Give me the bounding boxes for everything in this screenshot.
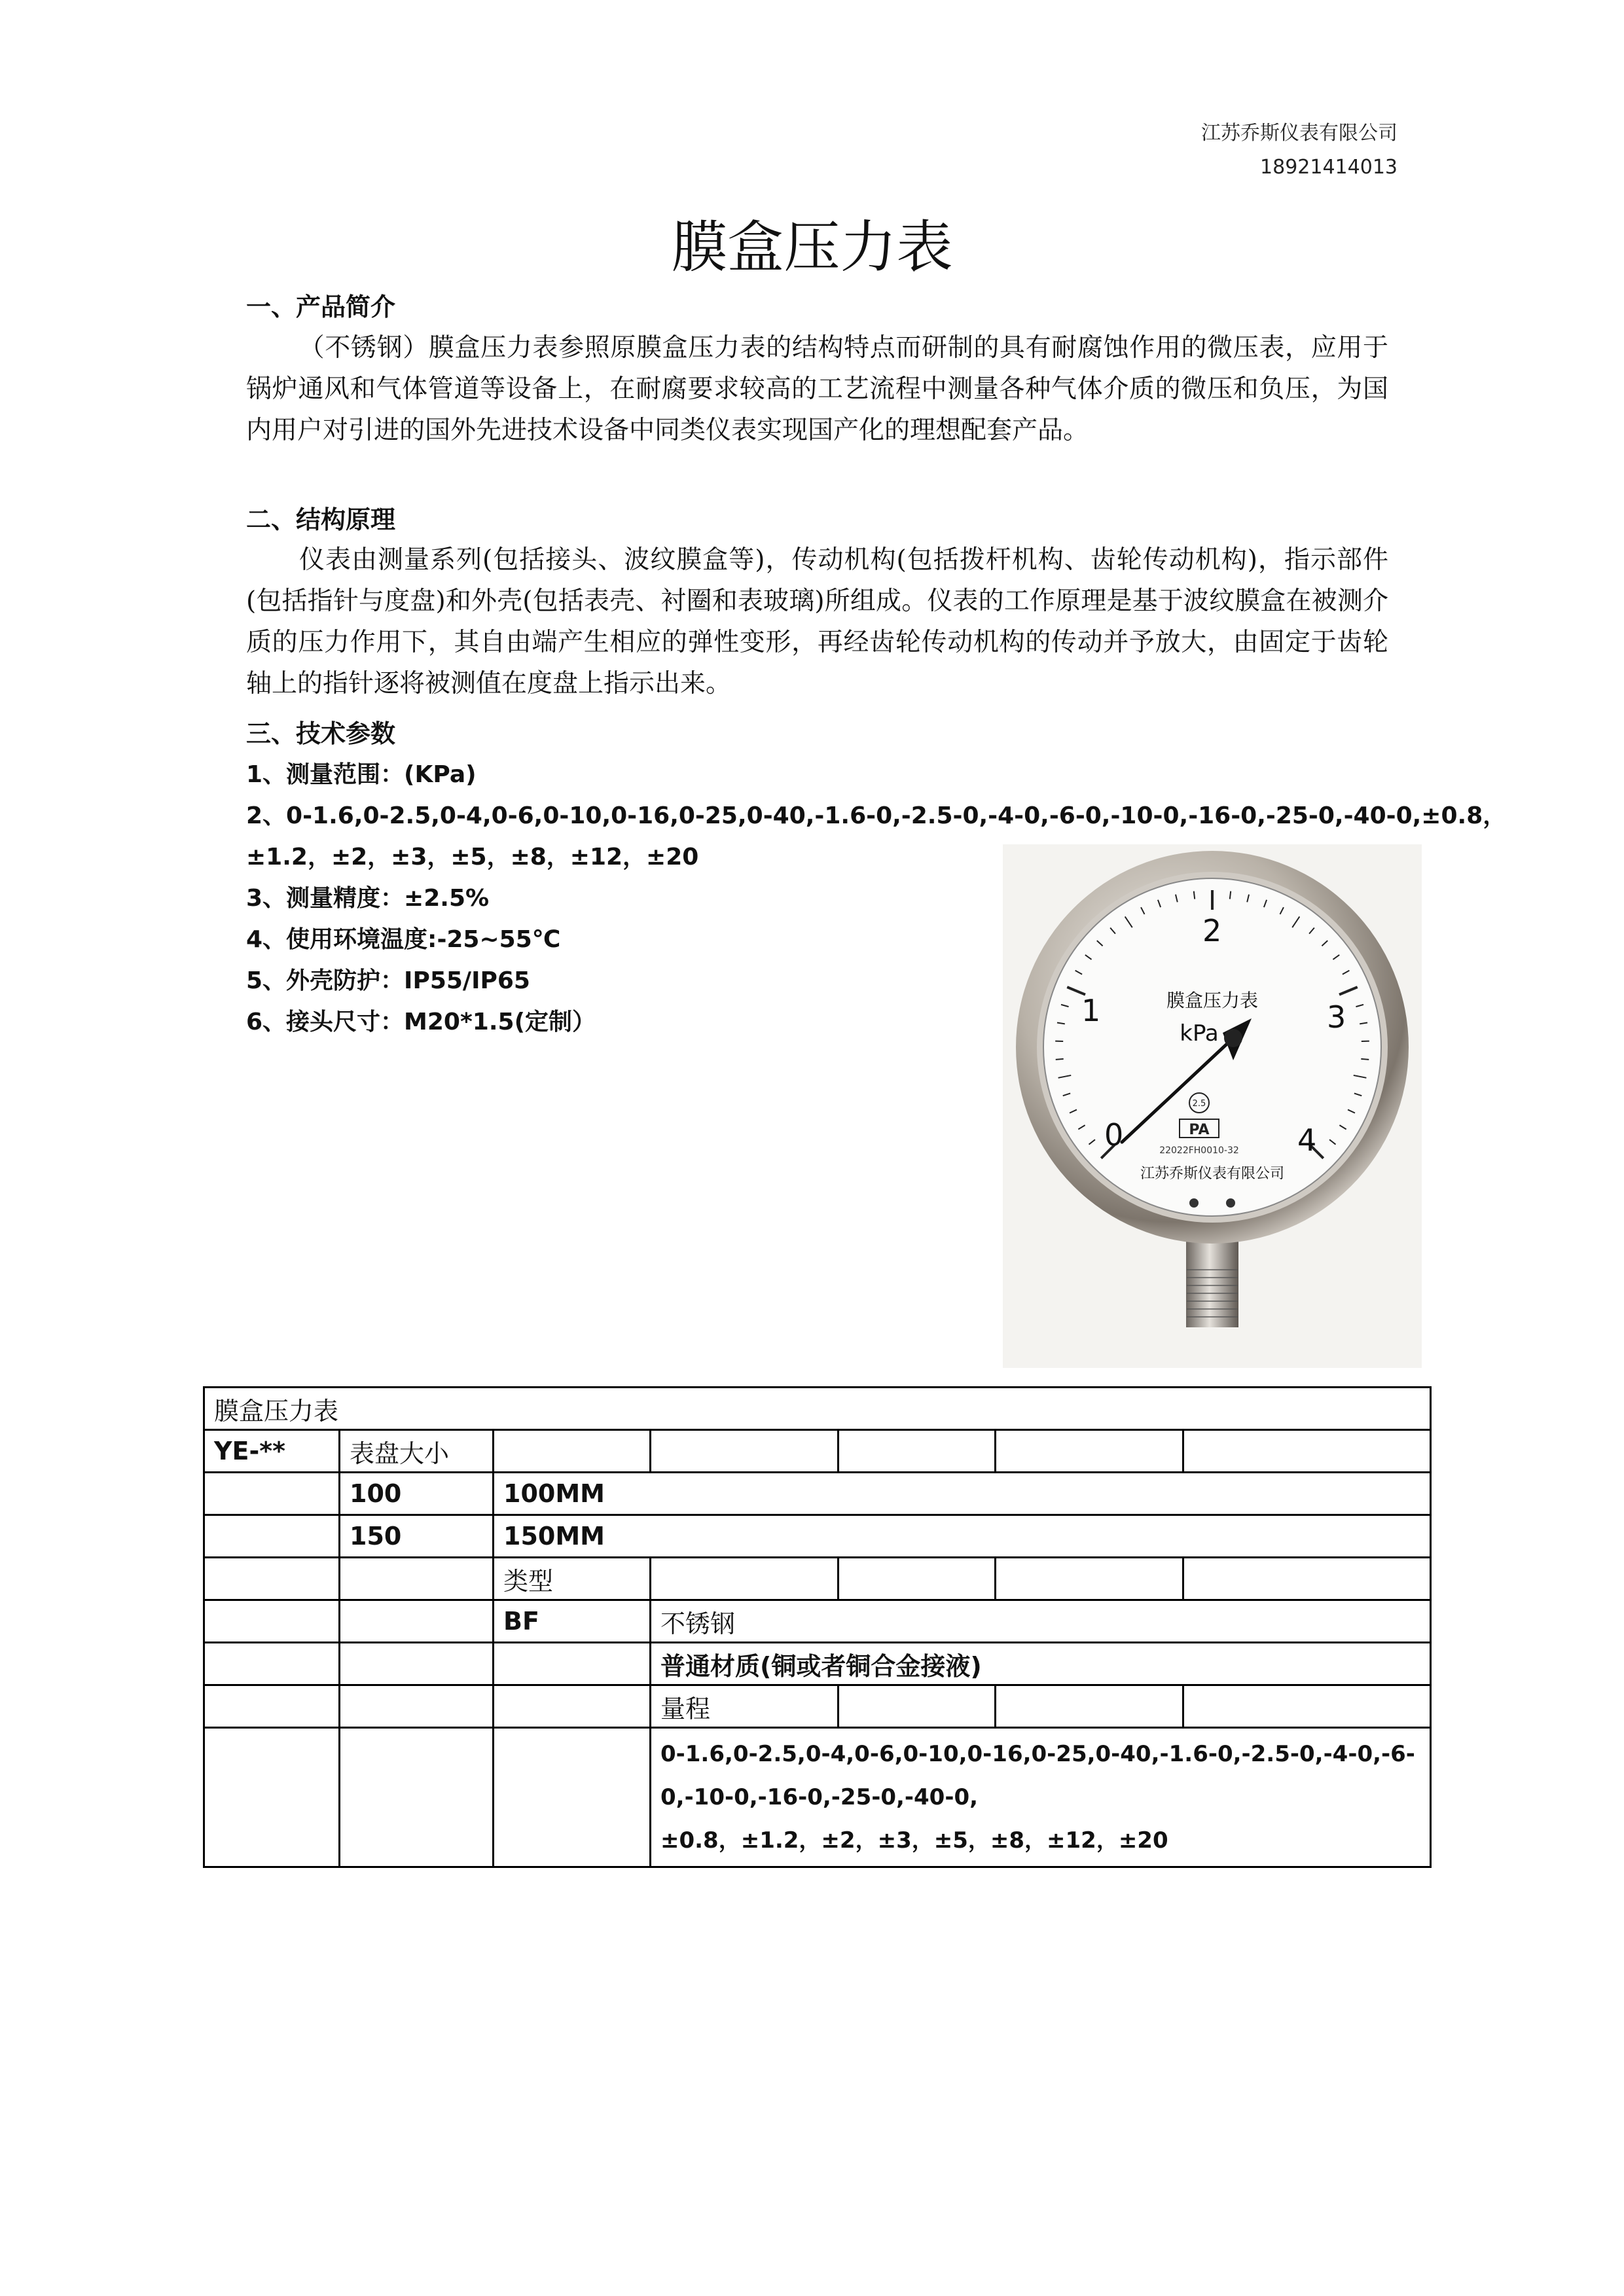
case-screw	[1226, 1198, 1235, 1208]
table-row	[204, 1515, 1431, 1558]
section-heading-structure: 二、结构原理	[246, 505, 396, 534]
company-header	[1201, 117, 1398, 185]
type-label: 类型	[494, 1558, 651, 1600]
table-row	[204, 1685, 1431, 1728]
dial-label: 3	[1327, 999, 1346, 1035]
type-desc: 普通材质(铜或者铜合金接液)	[651, 1643, 1431, 1685]
range-label: 量程	[651, 1685, 839, 1728]
table-row	[204, 1643, 1431, 1685]
dial-label: 0	[1104, 1117, 1124, 1153]
table-title: 膜盒压力表	[204, 1388, 1431, 1430]
company-phone: 18921414013	[1260, 156, 1398, 179]
page-title: 膜盒压力表	[671, 215, 953, 280]
table-row	[204, 1728, 1431, 1867]
dial-accuracy: 2.5	[1192, 1099, 1206, 1109]
needle-hub	[1224, 1029, 1242, 1047]
section-heading-intro: 一、产品简介	[246, 293, 396, 321]
type-desc: 不锈钢	[651, 1600, 1431, 1643]
size-code: 150	[340, 1515, 494, 1558]
range-values: 0-1.6,0-2.5,0-4,0-6,0-10,0-16,0-25,0-40,-1.6-0,-2.5-0,-4-0,-6-0,-10-0,-16-0,-25-0,-40-0,±0.8，±1.2，±2，±3，±5，±8，±12，±20	[651, 1728, 1431, 1867]
param-item: 2、0-1.6,0-2.5,0-4,0-6,0-10,0-16,0-25,0-40,-1.6-0,-2.5-0,-4-0,-6-0,-10-0,-16-0,-25-0,-40-0,±0.8，	[246, 802, 1507, 829]
type-code	[494, 1643, 651, 1685]
spec-table	[203, 1386, 1432, 1868]
size-code: 100	[340, 1473, 494, 1515]
structure-text: 仪表由测量系列(包括接头、波纹膜盒等)，传动机构(包括拨杆机构、齿轮传动机构)，指示部件(包括指针与度盘)和外壳(包括表壳、衬圈和表玻璃)所组成。仪表的工作原理是基于波纹膜盒在被测介质的压力作用下，其自由端产生相应的弹性变形，再经齿轮传动机构的传动并予放大，由固定于齿轮轴上的指针逐将被测值在度盘上指示出来。	[246, 545, 1388, 698]
dial-label: 1	[1081, 993, 1101, 1028]
table-row	[204, 1388, 1431, 1430]
table-row	[204, 1473, 1431, 1515]
scale-tick	[1361, 1059, 1369, 1060]
table-row	[204, 1600, 1431, 1643]
param-item: 6、接头尺寸：M20*1.5(定制）	[246, 1009, 596, 1035]
size-desc: 100MM	[494, 1473, 1431, 1515]
dial-label: 2	[1202, 913, 1222, 948]
intro-text: （不锈钢）膜盒压力表参照原膜盒压力表的结构特点而研制的具有耐腐蚀作用的微压表，应用于锅炉通风和气体管道等设备上，在耐腐要求较高的工艺流程中测量各种气体介质的微压和负压，为国内用户对引进的国外先进技术设备中同类仪表实现国产化的理想配套产品。	[246, 333, 1388, 445]
type-code: BF	[494, 1600, 651, 1643]
table-row	[204, 1558, 1431, 1600]
dial-label: 4	[1297, 1122, 1317, 1158]
dial-title: 膜盒压力表	[1166, 990, 1259, 1011]
company-name: 江苏乔斯仪表有限公司	[1201, 122, 1398, 145]
param-item: 3、测量精度：±2.5%	[246, 885, 490, 912]
model-code: YE-**	[204, 1430, 340, 1473]
intro-paragraph	[246, 327, 1388, 451]
dial-mark: PA	[1189, 1122, 1210, 1138]
param-item: 1、测量范围：(KPa)	[246, 761, 477, 788]
param-item: ±1.2，±2，±3，±5，±8，±12，±20	[246, 844, 699, 870]
pressure-gauge-image	[1003, 844, 1422, 1368]
scale-tick	[1230, 891, 1231, 899]
size-desc: 150MM	[494, 1515, 1431, 1558]
dial-serial: 22022FH0010-32	[1159, 1145, 1239, 1156]
section-heading-params: 三、技术参数	[246, 719, 396, 748]
param-item: 5、外壳防护：IP55/IP65	[246, 967, 530, 994]
case-screw	[1189, 1198, 1199, 1208]
structure-paragraph	[246, 539, 1388, 704]
scale-tick	[1194, 891, 1195, 899]
param-item: 4、使用环境温度:-25~55℃	[246, 926, 561, 953]
table-row	[204, 1430, 1431, 1473]
dial-size-label: 表盘大小	[340, 1430, 494, 1473]
dial-unit: kPa	[1180, 1020, 1219, 1047]
dial-maker: 江苏乔斯仪表有限公司	[1140, 1166, 1285, 1182]
scale-tick	[1056, 1059, 1064, 1060]
